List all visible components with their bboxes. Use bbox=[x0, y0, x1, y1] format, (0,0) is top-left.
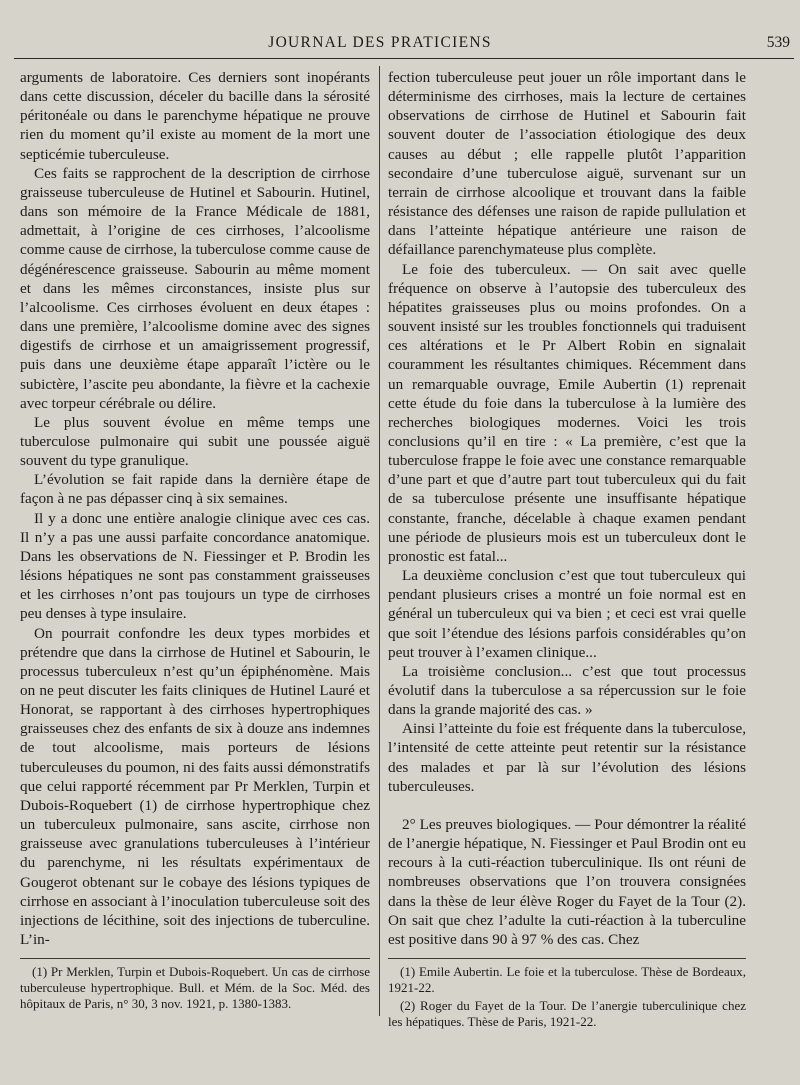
right-column bbox=[388, 68, 746, 949]
column-divider bbox=[379, 66, 380, 1016]
paragraph: Le plus souvent évolue en même temps une tuberculose pulmonaire qui subit une poussée aiguë souvent du type granulique. bbox=[20, 413, 370, 470]
footnotes-right bbox=[388, 964, 746, 1032]
running-head bbox=[0, 34, 800, 58]
paragraph: L’évolution se fait rapide dans la dernière étape de façon à ne pas dépasser cinq à six semaines. bbox=[20, 471, 370, 508]
footnote: (1) Pr Merklen, Turpin et Dubois-Roquebert. Un cas de cirrhose tuberculeuse hypertrophique. Bull. et Mém. de la Soc. Méd. des hôpitaux de Paris, n° 30, 3 nov. 1921, p. 1380-1383. bbox=[20, 964, 370, 1011]
paragraph: arguments de laboratoire. Ces derniers sont inopérants dans cette discussion, déceler du bacille dans la sérosité péritonéale ou dans le parenchyme hépatique ne prouve rien du moment qu’il existe au moment de la mort une septicémie tuberculeuse. bbox=[20, 69, 370, 163]
left-column bbox=[20, 68, 370, 949]
paragraph: Le foie des tuberculeux. — On sait avec quelle fréquence on observe à l’autopsie des tuberculeux des hépatites graisseuses plus ou moins profondes. On a souvent insisté sur les troubles fonctionnels qui traduisent ces altérations et le Pr Albert Robin en signalait couramment les résultantes chimiques. Récemment dans un remarquable ouvrage, Emile Aubertin (1) reprenait cette étude du foie dans la tuberculose à la lumière des recherches biologiques modernes. Voici les trois conclusions qu’il en tire : « La première, c’est que la tuberculose frappe le foie avec une constance remarquable d’une part et que d’autre part tout tuberculeux qui du fait de sa tuberculose présente une insuffisante hépatique constante, franche, décelable à chaque examen pendant une période de plusieurs mois est un tuberculeux dont le pronostic est fatal... bbox=[388, 260, 746, 565]
footnote-rule-left bbox=[20, 958, 370, 959]
paragraph: Ainsi l’atteinte du foie est fréquente dans la tuberculose, l’intensité de cette atteinte peut retentir sur la résistance des malades et par là sur l’évolution des lésions tuberculeuses. bbox=[388, 720, 746, 795]
footnote: (2) Roger du Fayet de la Tour. De l’anergie tuberculinique chez les hépatiques. Thèse de Paris, 1921-22. bbox=[388, 998, 746, 1029]
page-number: 539 bbox=[766, 34, 790, 51]
paragraph: Ces faits se rapprochent de la description de cirrhose graisseuse tuberculeuse de Hutinel et Sabourin. Hutinel, dans son mémoire de la France Médicale de 1881, admettait, à l’origine de ces cirrhoses, l’alcoolisme comme cause de cirrhose, la tuberculose comme cause de dégénérescence graisseuse. Sabourin au même moment et dans les mêmes circonstances, insiste plus sur l’alcoolisme. Ces cirrhoses évoluent en deux étapes : dans une première, l’alcoolisme domine avec des signes digestifs de cirrhose et un amaigrissement progressif, puis dans une deuxième étape apparaît l’ictère ou le subictère, l’ascite peu abondante, la fièvre et la cachexie avec torpeur cérébrale ou délire. bbox=[20, 164, 370, 412]
footnotes-left bbox=[20, 964, 370, 1014]
paragraph: 2° Les preuves biologiques. — Pour démontrer la réalité de l’anergie hépatique, N. Fiessinger et Paul Brodin ont eu recours à la cuti-réaction tuberculinique. Ils ont réuni de nombreuses observations que l’on trouvera consignées dans la thèse de leur élève Roger du Fayet de la Tour (2). On sait que chez l’adulte la cuti-réaction à la tuberculine est positive dans 90 à 97 % des cas. Chez bbox=[388, 815, 746, 948]
paragraph: La deuxième conclusion c’est que tout tuberculeux qui pendant plusieurs crises a montré un foie normal est en général un tuberculeux qui va bien ; et ceci est vrai quelle que soit l’étendue des lésions parfois considérables qu’on peut trouver à l’examen clinique... bbox=[388, 567, 746, 661]
paragraph: La troisième conclusion... c’est que tout processus évolutif dans la tuberculose a sa répercussion sur le foie dans la grande majorité des cas. » bbox=[388, 662, 746, 719]
footnote-rule-right bbox=[388, 958, 746, 959]
header-rule bbox=[14, 58, 794, 59]
paragraph: Il y a donc une entière analogie clinique avec ces cas. Il n’y a pas une aussi parfaite concordance anatomique. Dans les observations de N. Fiessinger et P. Brodin les lésions hépatiques ne sont pas constamment graisseuses et les cirrhoses n’ont pas toujours un type de cirrhoses peu denses à type insulaire. bbox=[20, 509, 370, 623]
paragraph: fection tuberculeuse peut jouer un rôle important dans le déterminisme des cirrhoses, mais la lecture de certaines observations de cirrhose de Hutinel et Sabourin fait souvent douter de l’association étiologique des deux causes au début ; elle rappelle plutôt l’apparition secondaire d’une tuberculose aiguë, survenant sur un terrain de cirrhose alcoolique et trouvant dans la faible résistance des défenses une raison de rapide pullulation et dans l’atteinte hépatique antérieure une raison de défaillance parenchymateuse plus complète. bbox=[388, 69, 746, 259]
paragraph: On pourrait confondre les deux types morbides et prétendre que dans la cirrhose de Hutinel et Sabourin, le processus tuberculeux n’est qu’un épiphénomène. Mais on ne peut discuter les faits cliniques de Hutinel Lauré et Honorat, se rapportant à des cirrhoses hypertrophiques graisseuses chez des enfants de six à douze ans indemnes de tout alcoolisme, mais porteurs de lésions tuberculeuses du poumon, ni des faits aussi démonstratifs que celui rapporté récemment par Pr Merklen, Turpin et Dubois-Roquebert (1) de cirrhose hypertrophique chez un tuberculeux pulmonaire, sans ascite, cirrhose non graisseuse avec granulations tuberculeuses à l’intérieur du parenchyme, ni les résultats expérimentaux de Gougerot obtenant sur le cobaye des lésions typiques de cirrhose en associant à l’inoculation tuberculeuse soit des injections de lécithine, soit des injections de tuberculine. L’in- bbox=[20, 624, 370, 949]
footnote: (1) Emile Aubertin. Le foie et la tuberculose. Thèse de Bordeaux, 1921-22. bbox=[388, 964, 746, 995]
journal-title: JOURNAL DES PRATICIENS bbox=[268, 34, 492, 51]
